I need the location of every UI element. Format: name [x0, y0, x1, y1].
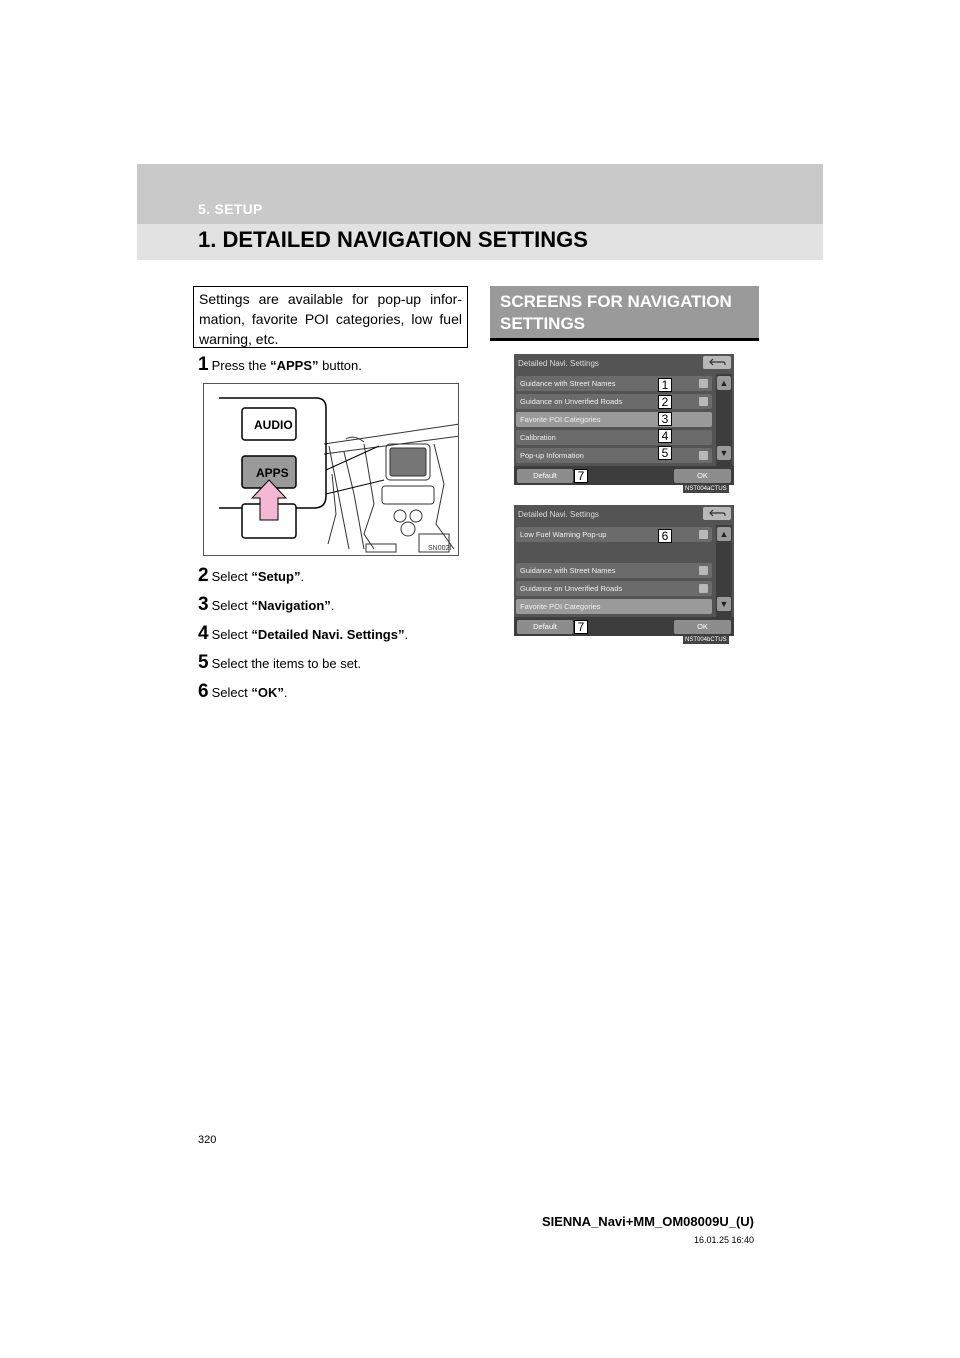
- checkbox[interactable]: [699, 566, 708, 575]
- setting-row-popup-info[interactable]: Pop-up Information: [516, 448, 712, 463]
- setting-row-favorite-poi[interactable]: Favorite POI Categories: [516, 599, 712, 614]
- callout-3: 3: [658, 412, 672, 426]
- back-button[interactable]: [703, 356, 731, 369]
- step-4: 4 Select “Detailed Navi. Settings”.: [198, 623, 409, 644]
- step-1: 1 Press the “APPS” button.: [198, 354, 362, 375]
- scroll-up-button[interactable]: ▲: [717, 527, 731, 541]
- page-title: 1. DETAILED NAVIGATION SETTINGS: [198, 227, 588, 252]
- step-5: 5 Select the items to be set.: [198, 652, 362, 673]
- section-label: 5. SETUP: [198, 201, 263, 217]
- default-button[interactable]: Default: [517, 469, 573, 483]
- step-number: 5: [198, 652, 209, 673]
- navi-settings-screen-2: [514, 505, 734, 636]
- setting-row-street-names[interactable]: Guidance with Street Names: [516, 376, 712, 391]
- navi-settings-screen-1: [514, 354, 734, 485]
- setting-row-unverified-roads[interactable]: Guidance on Unverified Roads: [516, 581, 712, 596]
- checkbox[interactable]: [699, 451, 708, 460]
- default-button[interactable]: Default: [517, 620, 573, 634]
- checkbox[interactable]: [699, 584, 708, 593]
- figure-code: SN002I: [428, 545, 452, 552]
- checkbox[interactable]: [699, 397, 708, 406]
- back-arrow-icon: [703, 507, 731, 520]
- page-number: 320: [198, 1134, 217, 1146]
- scroll-down-button[interactable]: ▼: [717, 597, 731, 611]
- apps-button-illustration: [203, 383, 459, 556]
- screen-title: Detailed Navi. Settings: [518, 510, 599, 519]
- screen2-figure-code: NST004bCTUS: [685, 637, 727, 643]
- step-number: 1: [198, 354, 209, 375]
- step-number: 6: [198, 681, 209, 702]
- setting-row-low-fuel[interactable]: Low Fuel Warning Pop-up: [516, 527, 712, 542]
- step-number: 3: [198, 594, 209, 615]
- screen-title: Detailed Navi. Settings: [518, 359, 599, 368]
- step-2: 2 Select “Setup”.: [198, 565, 305, 586]
- apps-label: APPS: [256, 466, 289, 480]
- callout-4: 4: [658, 429, 672, 443]
- setting-row-favorite-poi[interactable]: Favorite POI Categories: [516, 412, 712, 427]
- audio-label: AUDIO: [254, 418, 293, 432]
- dashboard-illustration: [204, 384, 459, 556]
- callout-7: 7: [574, 620, 588, 634]
- callout-5: 5: [658, 446, 672, 460]
- step-number: 2: [198, 565, 209, 586]
- checkbox[interactable]: [699, 530, 708, 539]
- setting-row-calibration[interactable]: Calibration: [516, 430, 712, 445]
- intro-box: Settings are available for pop-up infor-mation, favorite POI categories, low fuel warning, etc.: [193, 286, 468, 348]
- screens-section-title: SCREENS FOR NAVIGATION SETTINGS: [500, 292, 732, 333]
- checkbox[interactable]: [699, 379, 708, 388]
- ok-button[interactable]: OK: [674, 469, 731, 483]
- scroll-up-button[interactable]: ▲: [717, 376, 731, 390]
- ok-button[interactable]: OK: [674, 620, 731, 634]
- back-arrow-icon: [703, 356, 731, 369]
- callout-2: 2: [658, 395, 672, 409]
- callout-1: 1: [658, 378, 672, 392]
- back-button[interactable]: [703, 507, 731, 520]
- callout-6: 6: [658, 529, 672, 543]
- callout-7: 7: [574, 469, 588, 483]
- print-date: 16.01.25 16:40: [693, 1235, 754, 1245]
- step-3: 3 Select “Navigation”.: [198, 594, 335, 615]
- scroll-down-button[interactable]: ▼: [717, 446, 731, 460]
- step-number: 4: [198, 623, 209, 644]
- setting-row-street-names[interactable]: Guidance with Street Names: [516, 563, 712, 578]
- setting-row-unverified-roads[interactable]: Guidance on Unverified Roads: [516, 394, 712, 409]
- screen1-figure-code: NST004aCTUS: [685, 486, 727, 492]
- step-6: 6 Select “OK”.: [198, 681, 288, 702]
- document-code: SIENNA_Navi+MM_OM08009U_(U): [541, 1214, 754, 1229]
